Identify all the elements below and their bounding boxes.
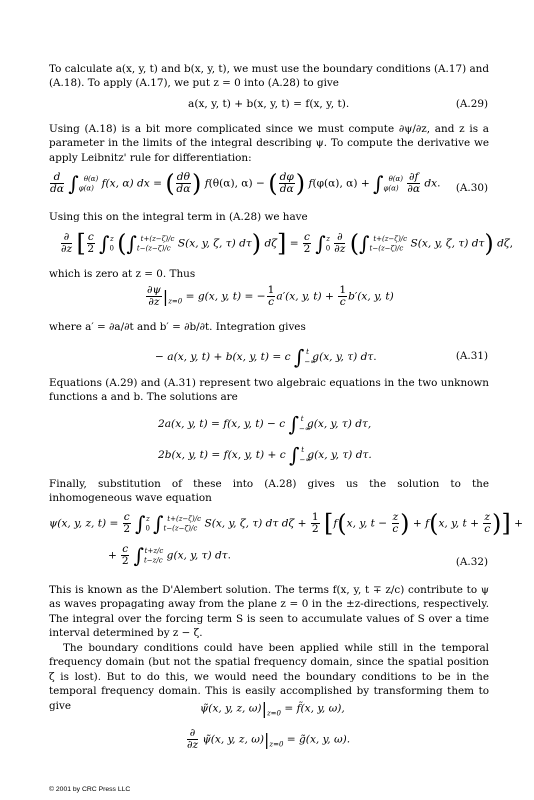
paragraph-boundary-intro: To calculate a(x, y, t) and b(x, y, t), we must use the boundary conditions (A.17) and (A.18). To apply (A.17), we put z = 0 into (A.28) to give	[49, 63, 489, 90]
paragraph-substitution: Finally, substitution of these into (A.28) gives us the solution to the inhomogeneous wave equation	[49, 478, 489, 505]
paragraph-leibnitz-intro: Using (A.18) is a bit more complicated since we must compute ∂ψ/∂z, and z is a parameter in the limits of the integral describing ψ. To compute the derivative we apply Leibnitz' rule for differentiation:	[49, 123, 489, 164]
equation-boundary-freq-2: $\frac{\partial}{\partial z}$ ψ̃(x, y, z, $\omega)|_{z=0}$ = g̃(x, y, ω).	[187, 727, 351, 751]
copyright-footer: © 2001 by CRC Press LLC	[49, 786, 131, 793]
paragraph-dalembert: This is known as the D'Alembert solution. The terms f(x, y, t ∓ z/c) contribute to ψ as waves propagating away from the plane z = 0 in the ±z-directions, respectively. The integral over the forcing term S is seen to accumulate values of S over a time interval determined by z − ζ.	[49, 584, 489, 640]
paragraph-integration: where a′ = ∂a/∂t and b′ = ∂b/∂t. Integration gives	[49, 321, 306, 333]
paragraph-frequency-domain: The boundary conditions could have been applied while still in the temporal frequency domain (but not the spatial frequency domain, since the spatial position ζ is lost). But to do this, we would need the boundary conditions to be in the temporal frequency domain. This is easily accomplished by transforming them to give	[49, 642, 489, 712]
equation-a32-line1: ψ(x, y, z, t) = $\frac{c}{2}$ $\int_0^z$ $\int_{t-(z-\zeta)/c}^{t+(z-\zeta)/c}$ S(x, y, ζ, τ) dτ dζ + $\frac{1}{2}$ [f(x, y, t − $\frac{z}{c}$ ) + f(x, y, t + $\frac{z}{c}$ )] +	[49, 509, 523, 538]
paragraph-zero-at-z0: which is zero at z = 0. Thus	[49, 268, 196, 280]
equation-number-a29: (A.29)	[455, 98, 488, 110]
equation-derivative-boundary: $\frac{\partial\psi}{\partial z}$ $|_{z=0} = g(x$, y, t) = − $\frac{1}{c}$ a′(x, y, t) + $\frac{1}{c}$ b′(x, y, t)	[147, 284, 394, 308]
equation-number-a30: (A.30)	[455, 182, 488, 194]
paragraph-integral-term: Using this on the integral term in (A.28) we have	[49, 211, 308, 223]
equation-solution-a: 2a(x, y, t) = f(x, y, t) − c $\int_{-\infty}^t$ g(x, y, τ) dτ,	[158, 412, 372, 436]
equation-solution-b: 2b(x, y, t) = f(x, y, t) + c $\int_{-\infty}^t$ g(x, y, τ) dτ.	[158, 443, 372, 467]
equation-a29: a(x, y, t) + b(x, y, t) = f(x, y, t).	[188, 98, 350, 110]
equation-a30: $\frac{d}{d\alpha}$ $\int_{\varphi(\alpha)}^{\theta(\alpha)}$ f(x, α) dx = ( $\frac{d\theta}{d\alpha}$ ) f(θ(α), α) − ( $\frac{d\varphi}{d\alpha}$ ) f(φ(α), $\alpha) + \int_{\varphi(\alpha)}^{\theta(\alpha)}$ $\frac{\partial f}{\partial\alpha}$ dx.	[50, 169, 441, 198]
paragraph-two-unknowns: Equations (A.29) and (A.31) represent two algebraic equations in the two unknown functions a and b. The solutions are	[49, 377, 489, 404]
equation-derivative-integral: $\frac{\partial}{\partial z}$ [ $\frac{c}{2}$ $\int_0^z$ ($\int_{t-(z-\zeta)/c}^{t+(z-\zeta)/c}$ S(x, y, ζ, τ) dτ) dζ] = $\frac{c}{2}$ $\int_0^z$ $\frac{\partial}{\partial z}$ ($\int_{t-(z-\zeta)/c}^{t+(z-\zeta)/c}$ S(x, y, ζ, τ) dτ) dζ,	[61, 229, 514, 258]
equation-a32-line2: + $\frac{c}{2}$ $\int_{t-z/c}^{t+z/c}$ g(x, y, τ) dτ.	[108, 543, 231, 568]
equation-number-a31: (A.31)	[455, 350, 488, 362]
equation-boundary-freq-1: ψ̃(x, y, z, $\omega)|_{z=0}$ = f̃(x, y, ω),	[200, 699, 345, 718]
equation-number-a32: (A.32)	[455, 556, 488, 568]
equation-a31: − a(x, y, t) + b(x, y, t) = c $\int_{-\infty}^t$ g(x, y, τ) dτ.	[155, 345, 377, 369]
